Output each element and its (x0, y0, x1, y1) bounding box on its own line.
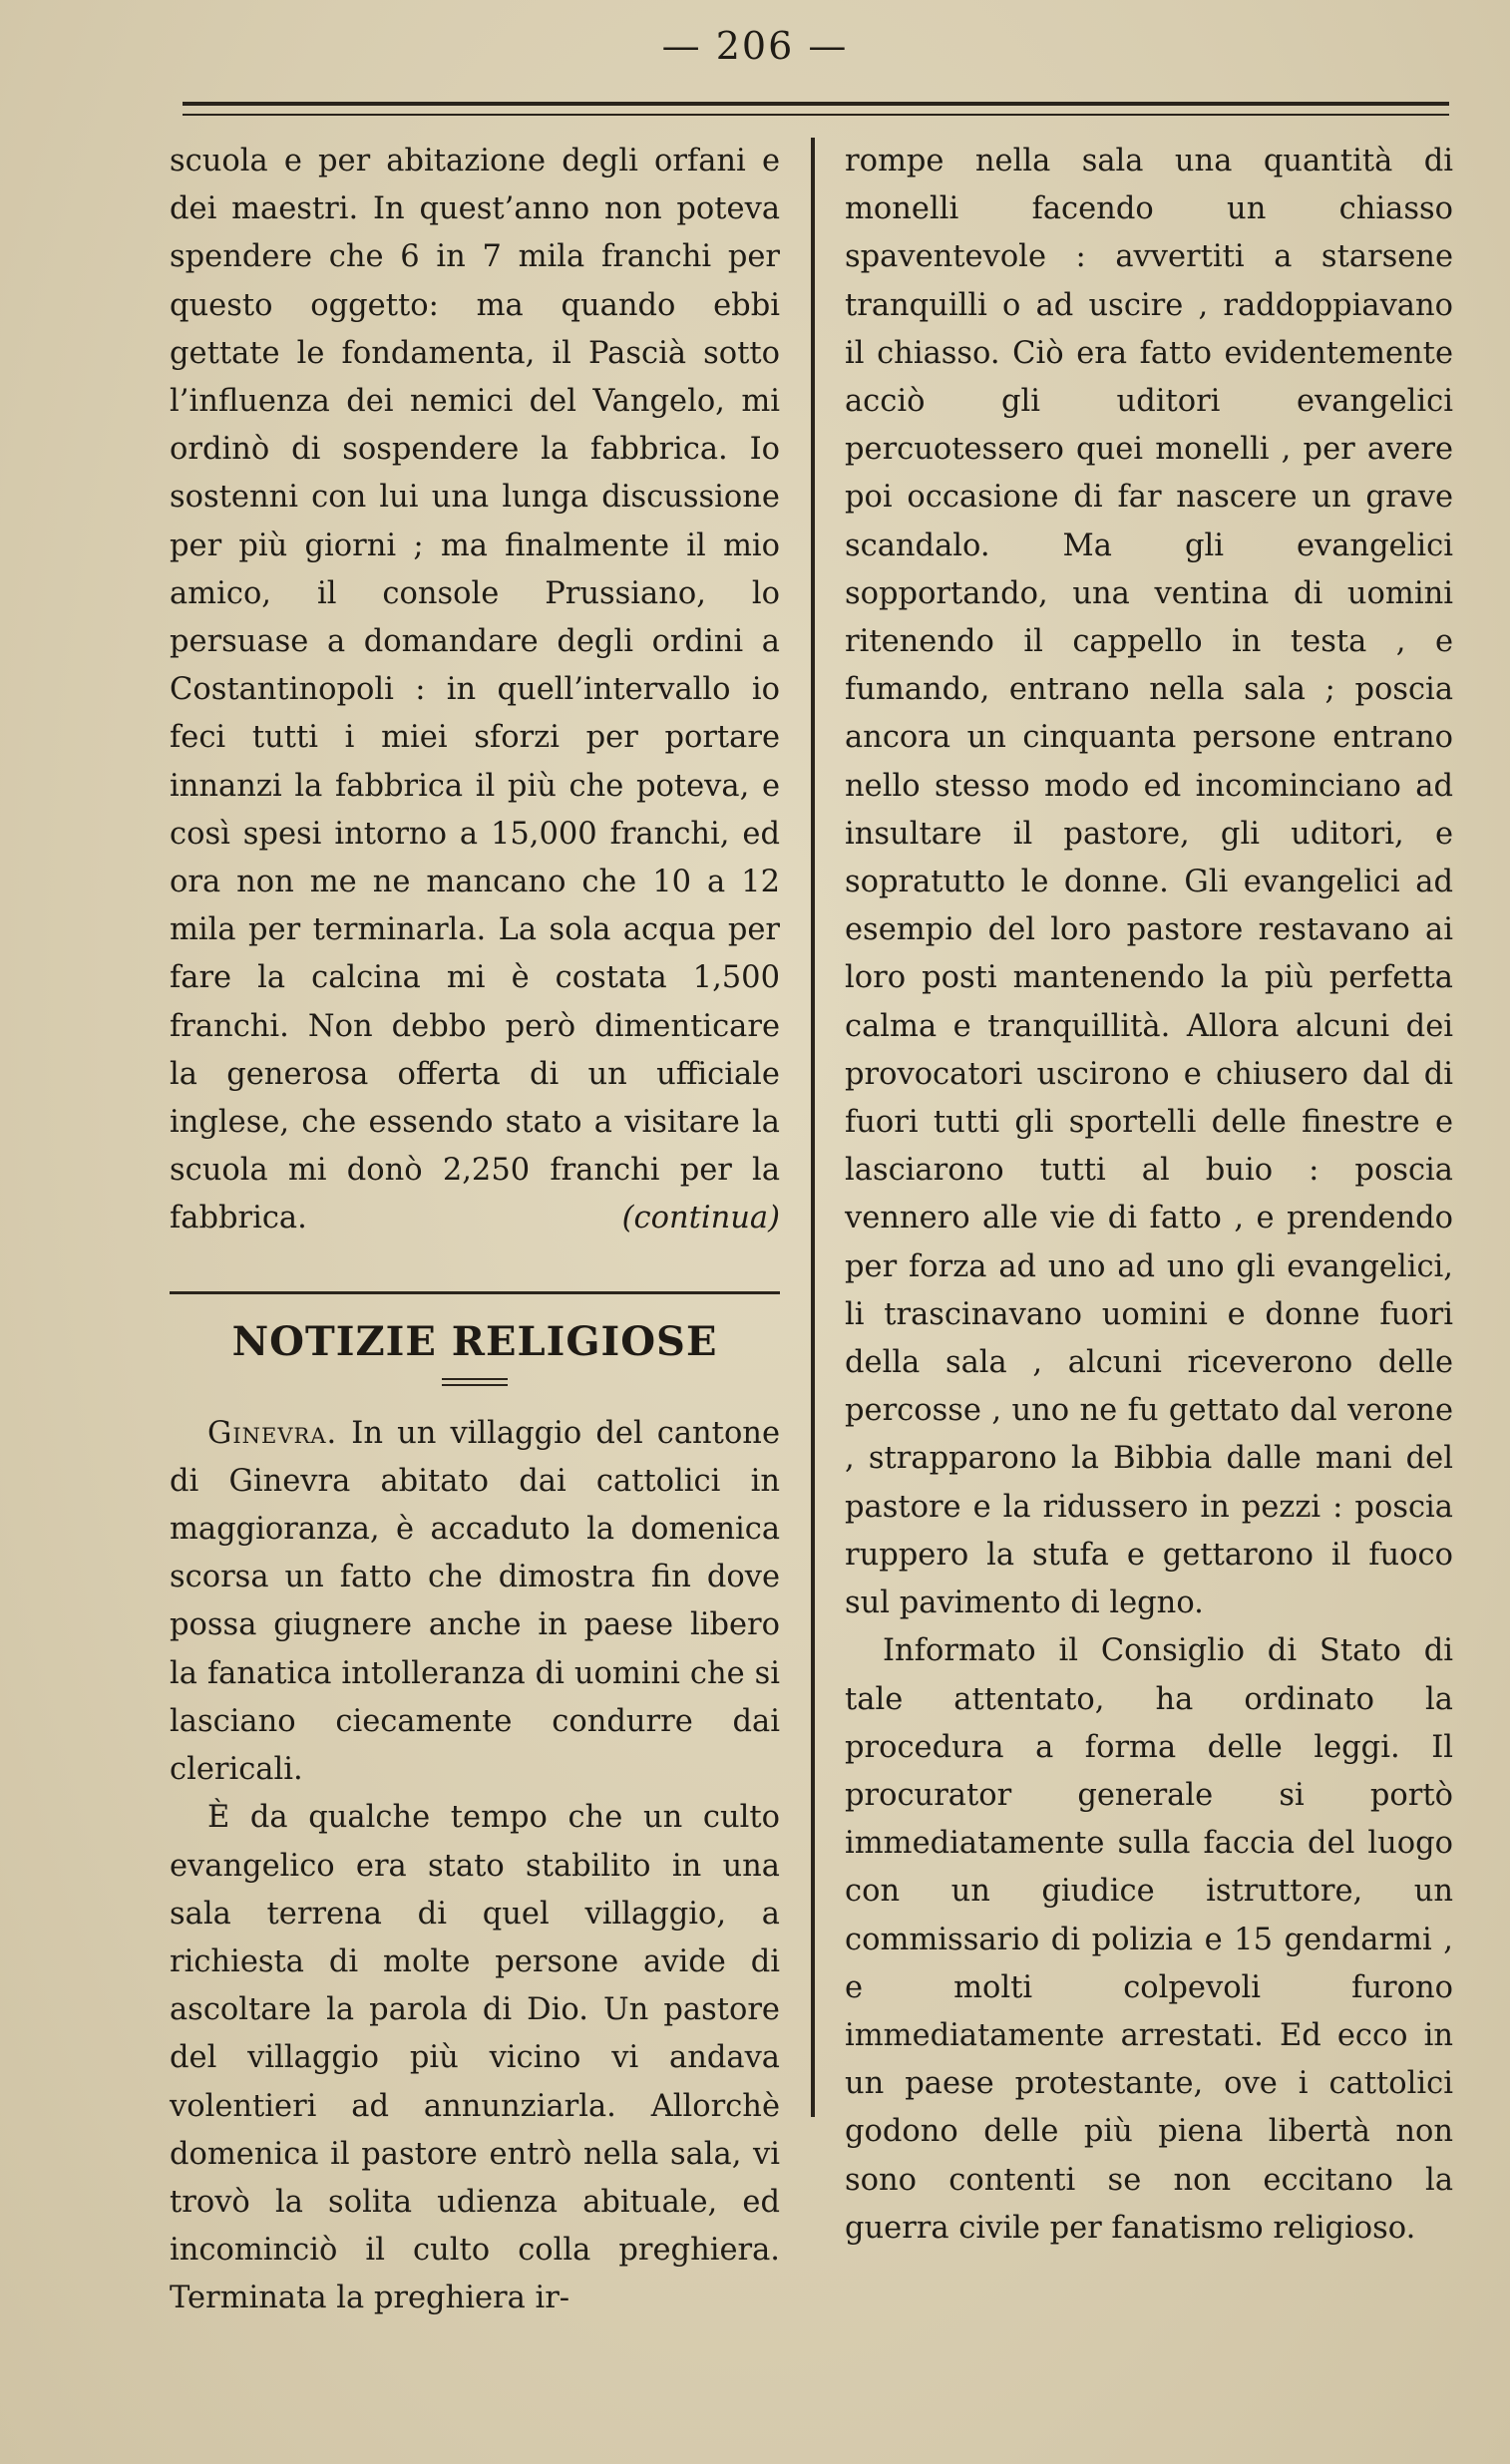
page-number: — 206 — (661, 24, 849, 68)
column-divider (811, 138, 815, 2117)
continuation-paragraph: scuola e per abitazione degli orfani e dei maestri. In quest’anno non poteva spendere che 6 in 7 mila franchi per questo oggetto: ma quando ebbi gettate le fondamenta, il Pascià sotto l’influenza dei nemici del Vangelo, mi ordinò di sospendere la fabbrica. Io sostenni con lui una lunga discussione per più giorni ; ma finalmente il mio amico, il console Prussiano, lo persuase a domandare degli ordini a Costantinopoli : in quell’intervallo io feci tutti i miei sforzi per portare innanzi la fabbrica il più che poteva, e così spesi intorno a 15,000 franchi, ed ora non me ne mancano che 10 a 12 mila per terminarla. La sola acqua per fare la calcina mi è costata 1,500 franchi. Non debbo però dimenticare la generosa offerta di un ufficiale inglese, che essendo stato a visitare la scuola mi donò 2,250 franchi per la fabbrica. (continua) (170, 138, 780, 1243)
left-column (170, 138, 780, 2323)
section-separator-rule (170, 1291, 780, 1294)
news-paragraph-1: Ginevra. In un villaggio del cantone di Ginevra abitato dai cattolici in maggioranza, è accaduto la domenica scorsa un fatto che dimostra fin dove possa giugnere anche in paese libero la fanatica intolleranza di uomini che si lasciano ciecamente condurre dai clericali. (170, 1415, 780, 1788)
dateline: Ginevra. (207, 1415, 338, 1451)
header-double-rule (183, 102, 1449, 116)
news-paragraph-2: È da qualche tempo che un culto evangelico era stato stabilito in una sala terrena di quel villaggio, a richiesta di molte persone avide di ascoltare la parola di Dio. Un pastore del villaggio più vicino vi andava volentieri ad annunziarla. Allorchè domenica il pastore entrò nella sala, vi trovò la solita udienza abituale, ed incominciò il culto colla preghiera. Terminata la preghiera ir- (170, 1800, 780, 2316)
right-column (845, 138, 1453, 2253)
news-paragraph-3: rompe nella sala una quantità di monelli facendo un chiasso spaventevole : avvertiti a starsene tranquilli o ad uscire , raddoppiavano il chiasso. Ciò era fatto evidentemente acciò gli uditori evangelici percuotessero quei monelli , per avere poi occasione di far nascere un grave scandalo. Ma gli evangelici sopportando, una ventina di uomini ritenendo il cappello in testa , e fumando, entrano nella sala ; poscia ancora un cinquanta persone entrano nello stesso modo ed incominciano ad insultare il pastore, gli uditori, e sopratutto le donne. Gli evangelici ad esempio del loro pastore restavano ai loro posti mantenendo la più perfetta calma e tranquillità. Allora alcuni dei provocatori uscirono e chiusero dal di fuori tutti gli sportelli delle finestre e lasciarono tutti al buio : poscia vennero alle vie di fatto , e prendendo per forza ad uno ad uno gli evangelici, li trascinavano uomini e donne fuori della sala , alcuni riceverono delle percosse , uno ne fu gettato dal verone , strapparono la Bibbia dalle mani del pastore e la ridussero in pezzi : poscia ruppero la stufa e gettarono il fuoco sul pavimento di legno. (845, 144, 1453, 1621)
section-title: NOTIZIE RELIGIOSE (231, 1317, 718, 1365)
news-paragraph-4: Informato il Consiglio di Stato di tale attentato, ha ordinato la procedura a forma delle leggi. Il procurator generale si portò immediatamente sulla faccia del luogo con un giudice istruttore, un commissario di polizia e 15 gendarmi , e molti colpevoli furono immediatamente arrestati. Ed ecco in un paese protestante, ove i cattolici godono delle più piena libertà non sono contenti se non eccitano la guerra civile per fanatismo religioso. (845, 1633, 1453, 2246)
continua-note: (continua) (621, 1201, 780, 1236)
title-ornament (442, 1378, 508, 1386)
